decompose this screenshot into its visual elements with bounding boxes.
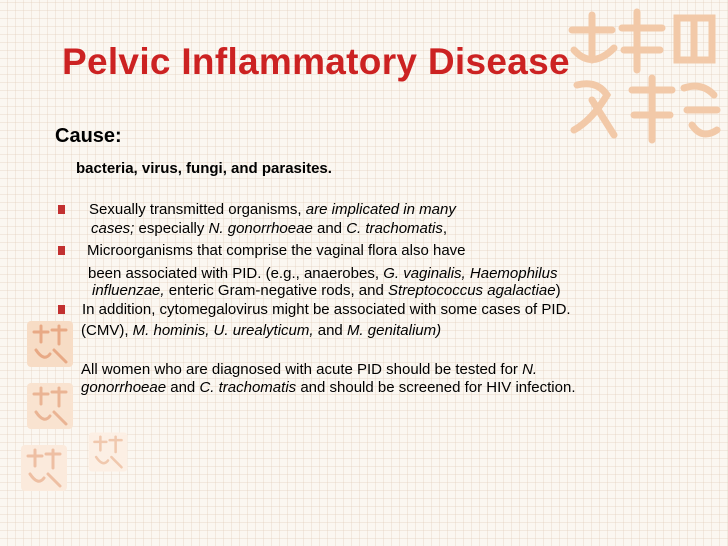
decorative-seal-icon	[86, 430, 130, 474]
note-line-2: gonorrhoeae and C. trachomatis and should be screened for HIV infection.	[81, 379, 576, 396]
cause-subtitle: bacteria, virus, fungi, and parasites.	[76, 160, 332, 177]
bullet-2-line-2: been associated with PID. (e.g., anaerobes, G. vaginalis, Haemophilus	[88, 265, 558, 282]
bullet-3-line-2: (CMV), M. hominis, U. urealyticum, and M. genitalium)	[81, 322, 442, 339]
page-title: Pelvic Inflammatory Disease	[62, 41, 570, 82]
note-line-1: All women who are diagnosed with acute PID should be tested for N.	[81, 361, 538, 378]
bullet-1-line-2: cases; especially N. gonorrhoeae and C. trachomatis,	[91, 220, 448, 237]
cause-heading: Cause:	[55, 125, 122, 147]
bullet-marker-icon	[58, 246, 65, 255]
decorative-seal-icon	[24, 380, 76, 432]
bullet-marker-icon	[58, 205, 65, 214]
bullet-2-line-1: Microorganisms that comprise the vaginal flora also have	[87, 242, 466, 259]
decorative-seal-icon	[18, 442, 70, 494]
bullet-2-line-3: influenzae, enteric Gram-negative rods, and Streptococcus agalactiae)	[92, 282, 561, 299]
bullet-1-line-1: Sexually transmitted organisms, are implicated in many	[89, 201, 456, 218]
bullet-marker-icon	[58, 305, 65, 314]
decorative-seal-icon	[24, 318, 76, 370]
decorative-seal-icon	[552, 0, 722, 150]
bullet-3-line-1: In addition, cytomegalovirus might be associated with some cases of PID.	[82, 301, 571, 318]
